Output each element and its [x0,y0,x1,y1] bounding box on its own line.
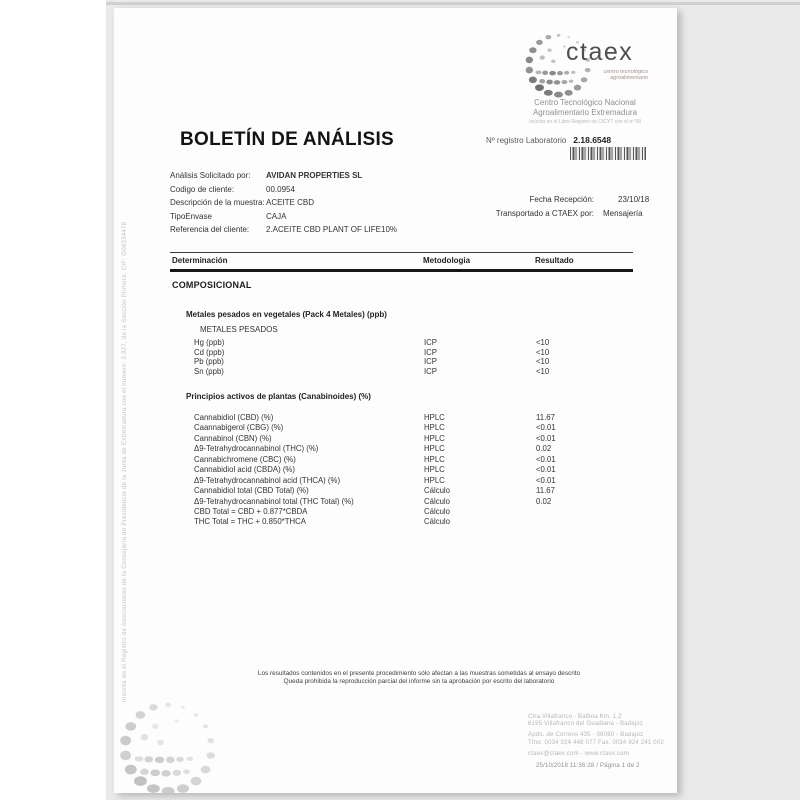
footer-contact-block [528,714,664,770]
footer-address-line3: Apdo. de Correos 435 - 06080 - Badajoz [528,732,644,739]
client-label: Descripción de la muestra: [170,198,265,207]
table-row [194,367,633,377]
table-row [194,507,633,517]
determination-cell: THC Total = THC + 0.850*THCA [194,517,306,527]
table-row [194,517,633,527]
reception-block [384,195,649,223]
client-row [170,225,397,239]
client-row [170,212,397,226]
result-cell: 0.02 [536,496,552,506]
footer-phone-line: Tfno. 0034 924 448 077 Fax. 0034 924 241 002 [528,739,664,746]
organization-fineprint: Inscrita en el Libro Registro de CICYT con el nº 58 [529,119,641,125]
disclaimer [184,670,654,686]
table-row [194,434,633,444]
client-label: Codigo de cliente: [170,184,235,194]
table-row [194,497,633,507]
result-cell: <10 [536,367,550,377]
result-cell: 11.67 [536,413,555,422]
methodology-cell: ICP [424,347,437,357]
organization-block [520,98,650,125]
page-title: BOLETÍN DE ANÁLISIS [180,129,395,150]
determination-cell: Pb (ppb) [194,357,224,367]
brand-subtitle-line1: centro tecnológico [603,69,648,75]
registry-value: 2.18.6548 [573,135,612,145]
table-row [194,465,633,475]
registry-row [486,135,611,145]
result-cell: <0.01 [536,454,556,464]
document-page [114,8,677,793]
result-cell: <0.01 [536,475,556,485]
footer-timestamp-page: 25/10/2018 11:36:28 / Página 1 de 2 [536,763,640,770]
column-header-resultado: Resultado [535,256,574,265]
determination-cell: Sn (ppb) [194,367,224,377]
client-value: ACEITE CBD [266,198,315,207]
cannabinoid-rows [194,413,633,528]
table-row [194,455,633,465]
determination-cell: Hg (ppb) [194,338,225,347]
result-cell: 0.02 [536,444,552,454]
methodology-cell: Cálculo [424,486,451,496]
barcode-icon [570,147,646,160]
result-cell: <10 [536,338,550,347]
client-value: CAJA [266,211,287,221]
group-title-metales: Metales pesados en vegetales (Pack 4 Metales) (ppb) [186,310,387,319]
globe-watermark-icon [114,694,220,793]
methodology-cell: Cálculo [424,506,451,516]
side-registration-note: Inscrita en el Registro de Asociaciones de la Consejería de Presidencia de la Junta de Extremadura con el número: 3.927, de la Sección Primera, CIF: G06334478 [122,221,128,702]
reception-value: 23/10/18 [618,195,650,204]
footer-address-line1: Ctra.Villafranco - Balboa Km. 1,2 [528,714,622,720]
methodology-cell: ICP [424,338,437,347]
column-header-determinacion: Determinación [172,256,228,265]
reception-row [384,209,649,223]
determination-cell: Cannabidiol acid (CBDA) (%) [194,465,295,475]
client-row [170,171,397,185]
reception-label: Transportado a CTAEX por: [495,209,594,218]
reception-label: Fecha Recepción: [529,195,594,204]
registry-label: Nº registro Laboratorio [486,136,567,145]
methodology-cell: Cálculo [424,517,451,527]
client-info-block [170,171,397,239]
determination-cell: Δ9-Tetrahydrocannabinol acid (THCA) (%) [194,475,341,485]
determination-cell: Cannabichromene (CBC) (%) [194,454,296,464]
methodology-cell: HPLC [424,444,445,454]
methodology-cell: Cálculo [424,496,451,506]
reception-row [384,195,649,209]
brand-subtitle [564,69,648,81]
result-cell: 11.67 [536,486,555,496]
organization-line2: Agroalimentario Extremadura [532,108,638,117]
determination-cell: Δ9-Tetrahydrocannabinol (THC) (%) [194,444,319,454]
client-row [170,198,397,212]
client-value: AVIDAN PROPERTIES SL [266,171,363,180]
brand-subtitle-line2: agroalimentario [610,75,648,81]
table-row [194,476,633,486]
determination-cell: Δ9-Tetrahydrocannabinol total (THC Total) (%) [194,496,354,506]
methodology-cell: ICP [424,357,437,367]
table-row [194,444,633,454]
result-cell: <0.01 [536,465,556,475]
table-row [194,338,633,348]
client-label: TipoEnvase [170,211,212,221]
table-row [194,413,633,423]
methodology-cell: HPLC [424,423,445,433]
footer-email-web-line: ctaex@ctaex.com - www.ctaex.com [528,750,629,757]
methodology-cell: HPLC [424,475,445,485]
group-title-cannabinoides: Principios activos de plantas (Canabinoides) (%) [186,392,371,401]
table-row [194,357,633,367]
determination-cell: Cd (ppb) [194,347,225,357]
result-cell: <0.01 [536,423,556,433]
determination-cell: Cannabinol (CBN) (%) [194,433,272,443]
table-top-rule [170,252,633,253]
table-thick-rule [170,269,633,272]
brand-name: ctaex [566,38,634,66]
disclaimer-line2: Queda prohibida la reproducción parcial del informe sin la aprobación por escrito del laboratorio [283,678,555,685]
section-title: COMPOSICIONAL [172,280,252,290]
client-label: Referencia del cliente: [170,225,250,234]
result-cell: <0.01 [536,433,556,443]
methodology-cell: ICP [424,367,437,377]
table-row [194,348,633,358]
disclaimer-line1: Los resultados contenidos en el presente procedimiento sólo afectan a las muestras sometidas al ensayo descrito [257,670,581,677]
client-value: 00.0954 [266,184,295,194]
metals-rows [194,338,633,377]
client-value: 2.ACEITE CBD PLANT OF LIFE10% [266,225,398,234]
client-row [170,185,397,199]
methodology-cell: HPLC [424,433,445,443]
determination-cell: CBD Total = CBD + 0.877*CBDA [194,506,308,516]
reception-value: Mensajería [603,209,643,218]
result-cell: <10 [536,347,550,357]
footer-address-line2: 6195 Villafranco del Guadiana - Badajoz [528,721,644,728]
determination-cell: Caannabigerol (CBG) (%) [194,423,284,433]
group-subtitle-metales: METALES PESADOS [200,325,278,334]
client-label: Análisis Solicitado por: [170,171,251,180]
organization-line1: Centro Tecnológico Nacional [534,98,636,107]
column-header-metodologia: Metodologia [423,256,471,265]
table-row [194,423,633,433]
methodology-cell: HPLC [424,413,445,422]
methodology-cell: HPLC [424,465,445,475]
table-row [194,486,633,496]
table-header [170,256,633,267]
result-cell: <10 [536,357,550,367]
determination-cell: Cannabidiol (CBD) (%) [194,413,274,422]
determination-cell: Cannabidiol total (CBD Total) (%) [194,486,309,496]
methodology-cell: HPLC [424,454,445,464]
